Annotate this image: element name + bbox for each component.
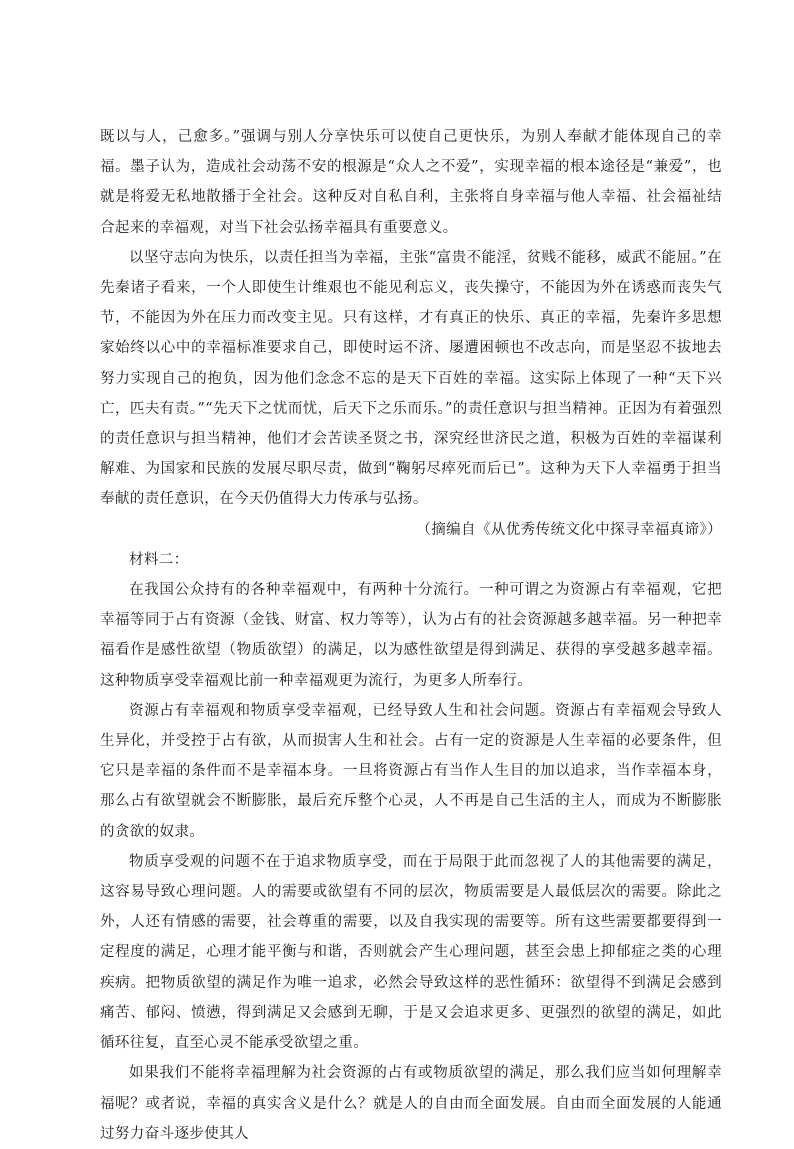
paragraph-4: 资源占有幸福观和物质享受幸福观，已经导致人生和社会问题。资源占有幸福观会导致人生异化，并受控于占有欲，从而损害人生和社会。占有一定的资源是人生幸福的必要条件，但它只是幸福的条件而不是幸福本身。一旦将资源占有当作人生目的加以追求，当作幸福本身，那么占有欲望就会不断膨胀，最后充斥整个心灵，人不再是自己生活的主人，而成为不断膨胀的贪欲的奴隶。 — [100, 702, 722, 840]
paragraph-1: 既以与人，己愈多。”强调与别人分享快乐可以使自己更快乐，为别人奉献才能体现自己的幸福。墨子认为，造成社会动荡不安的根源是“众人之不爱”，实现幸福的根本途径是“兼爱”，也就是将爱无私地散播于全社会。这种反对自私自利，主张将自身幸福与他人幸福、社会福祉结合起来的幸福观，对当下社会弘扬幸福具有重要意义。 — [100, 129, 722, 236]
paragraph-5: 物质享受观的问题不在于追求物质享受，而在于局限于此而忽视了人的其他需要的满足，这容易导致心理问题。人的需要或欲望有不同的层次，物质需要是人最低层次的需要。除此之外，人还有情感的需要，社会尊重的需要，以及自我实现的需要等。所有这些需要都要得到一定程度的满足，心理才能平衡与和谐，否则就会产生心理问题，甚至会患上抑郁症之类的心理疾病。把物质欲望的满足作为唯一追求，必然会导致这样的恶性循环：欲望得不到满足会感到痛苦、郁闷、愤懑，得到满足又会感到无聊，于是又会追求更多、更强烈的欲望的满足，如此循环往复，直至心灵不能承受欲望之重。 — [100, 853, 722, 1052]
paragraph-6: 如果我们不能将幸福理解为社会资源的占有或物质欲望的满足，那么我们应当如何理解幸福呢？或者说，幸福的真实含义是什么？就是人的自由而全面发展。自由而全面发展的人能通过努力奋斗逐步使其人 — [100, 1065, 722, 1142]
source-citation: （摘编自《从优秀传统文化中探寻幸福真谛》） — [416, 521, 722, 538]
paragraph-3: 在我国公众持有的各种幸福观中，有两种十分流行。一种可谓之为资源占有幸福观，它把幸福等同于占有资源（金钱、财富、权力等等），认为占有的社会资源越多越幸福。另一种把幸福看作是感性欲望（物质欲望）的满足，以为感性欲望是得到满足、获得的享受越多越幸福。这种物质享受幸福观比前一种幸福观更为流行，为更多人所奉行。 — [100, 582, 722, 689]
document-page — [100, 122, 722, 1149]
paragraph-2: 以坚守志向为快乐，以责任担当为幸福，主张“富贵不能淫，贫贱不能移，威武不能屈。”在先秦诸子看来，一个人即使生计维艰也不能见利忘义，丧失操守，不能因为外在诱惑而丧失气节，不能因为外在压力而改变主见。只有这样，才有真正的快乐、真正的幸福，先秦许多思想家始终以心中的幸福标准要求自己，即使时运不济、屡遭困顿也不改志向，而是坚忍不拔地去努力实现自己的抱负，因为他们念念不忘的是天下百姓的幸福。这实际上体现了一种“天下兴亡，匹夫有责。”“先天下之忧而忧，后天下之乐而乐。”的责任意识与担当精神。正因为有着强烈的责任意识与担当精神，他们才会苦读圣贤之书，深究经世济民之道，积极为百姓的幸福谋利解难、为国家和民族的发展尽职尽责，做到“鞠躬尽瘁死而后已”。这种为天下人幸福勇于担当奉献的责任意识，在今天仍值得大力传承与弘扬。 — [100, 249, 722, 508]
material-two-heading: 材料二： — [129, 551, 189, 568]
